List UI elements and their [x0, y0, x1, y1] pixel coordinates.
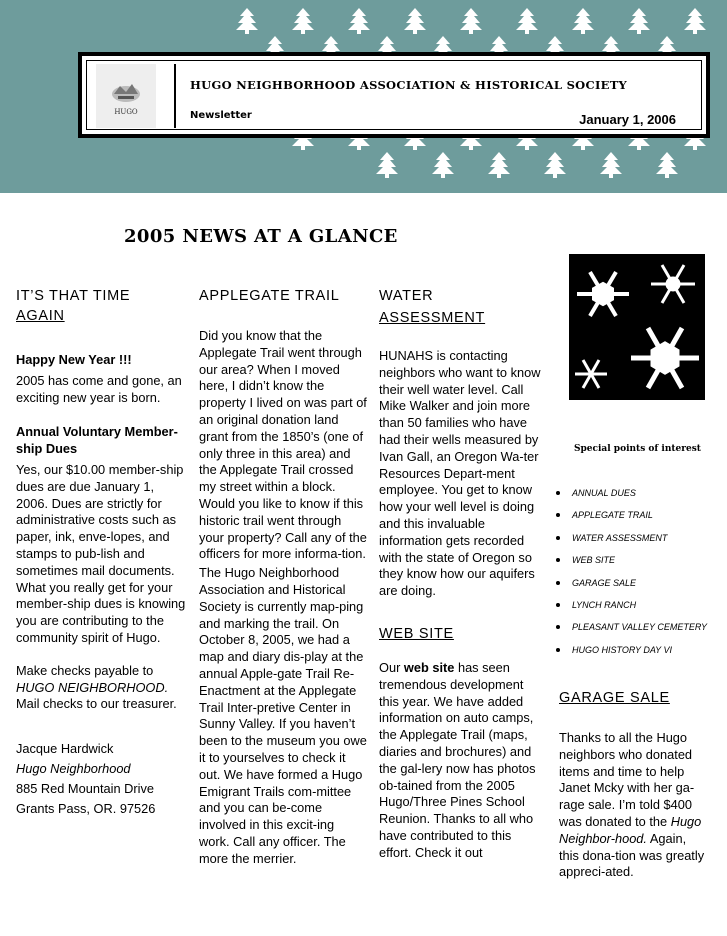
tree-icon [628, 8, 650, 34]
tree-icon [544, 152, 566, 178]
garage-text-italic: Hugo Neighbor-hood. [559, 813, 702, 846]
paragraph-applegate-2: The Hugo Neighborhood Association and Historical Society is currently map-ping and marking the trail. On October 8, 2005, we had a map and diary dis-play at the annual Apple-gate Trail Re-Enactment at the Applegate Trail Inter-pretive Center in Sunny Valley. If you haven’t been to the museum you owe it to yourselves to check it out. We have formed a Hugo Emigrant Trails com-mittee and you can be-come involved in this excit-ing work. Call any officer. The more the merrier. [199, 565, 367, 866]
paragraph-dues: Yes, our $10.00 member-ship dues are due January 1, 2006. Dues are strictly for administrative costs such as paper, ink, enve-lopes, and stamps to pub-lish and sometimes mail documents. What you really get for your member-ship dues is knowing you are contributing to the community spirit of Hugo. [16, 461, 186, 645]
hugo-logo [96, 64, 156, 128]
address-org: Hugo Neighborhood [16, 761, 131, 777]
paragraph-website [379, 660, 541, 862]
column-applegate [199, 286, 367, 868]
tree-icon [292, 8, 314, 34]
checks-payee: HUGO NEIGHBORHOOD. [16, 679, 169, 695]
logo-text: HUGO [114, 108, 138, 116]
masthead [78, 52, 710, 138]
tree-icon [236, 8, 258, 34]
section-heading-garage: GARAGE SALE [559, 690, 670, 706]
address-city: Grants Pass, OR. 97526 [16, 801, 156, 817]
address-name: Jacque Hardwick [16, 741, 114, 757]
column-dues [16, 286, 188, 819]
paragraph-new-year: 2005 has come and gone, an exciting new year is born. [16, 372, 182, 405]
tree-icon [348, 8, 370, 34]
snowflake-icon [569, 254, 705, 400]
issue-date: January 1, 2006 [579, 112, 676, 127]
list-item: LYNCH RANCH [554, 594, 707, 616]
section-heading-website: WEB SITE [379, 625, 454, 642]
section-heading-water-line2: ASSESSMENT [379, 310, 486, 326]
newsletter-label: Newsletter [190, 110, 252, 121]
list-item: GARAGE SALE [554, 572, 707, 594]
checks-mail-text: Mail checks to our treasurer. [16, 696, 177, 712]
tree-icon [572, 8, 594, 34]
website-text-post: has seen tremendous development this year. We have added information on auto camps, the Applegate Trail (maps, diaries and brochures) and the gal-lery now has photos ob-tained from the 2005 Hugo/Three Pines School Reunion. Thanks to all who have contributed to this effort. Check it out [379, 659, 536, 860]
logo-emblem-icon [106, 76, 146, 108]
paragraph-applegate-1: Did you know that the Applegate Trail went through our area? When I moved here, I didn’t know the property I lived on was part of an original donation land grant from the 1850’s (one of only three in this area) and the Applegate Trail crossed my street within a block. Would you like to know if this historic trail went through your property? Call any of the officers for more informa-tion. [199, 328, 367, 562]
list-item: WATER ASSESSMENT [554, 527, 707, 549]
section-heading-dues: IT’S THAT TIME [16, 288, 131, 304]
column-water-web [379, 286, 541, 862]
list-item: APPLEGATE TRAIL [554, 504, 707, 526]
section-heading-applegate: APPLEGATE TRAIL [199, 288, 340, 304]
list-item: HUGO HISTORY DAY VI [554, 639, 707, 661]
website-text-pre: Our [379, 659, 404, 675]
subheading-dues-line1: Annual Voluntary Member- [16, 424, 178, 440]
list-item: WEB SITE [554, 549, 707, 571]
tree-icon [432, 152, 454, 178]
section-heading-water: WATER [379, 288, 434, 304]
address-street: 885 Red Mountain Drive [16, 781, 154, 797]
snowflake-art [569, 254, 705, 400]
divider [174, 64, 176, 128]
paragraph-water: HUNAHS is contacting neighbors who want to know their well water level. Call Mike Walker and join more than 50 families who have had their wells measured by Ivan Gall, an Oregon Wa-ter Resources Depart-ment employee. You get to know how your well level is doing and this invaluable information gets recorded with the state of Oregon so they know how our aquifers are doing. [379, 348, 541, 599]
subheading-new-year: Happy New Year !!! [16, 352, 132, 367]
paragraph-garage [559, 730, 709, 881]
tree-icon [460, 8, 482, 34]
tree-icon [404, 8, 426, 34]
special-points-title: Special points of interest [574, 444, 701, 454]
tree-icon [600, 152, 622, 178]
tree-icon [516, 8, 538, 34]
tree-icon [684, 8, 706, 34]
column-garage-sale [559, 688, 709, 881]
subheading-dues-line2: ship Dues [16, 441, 78, 457]
special-points-list [554, 482, 707, 661]
page-title: 2005 NEWS AT A GLANCE [124, 226, 398, 247]
list-item: PLEASANT VALLEY CEMETERY [554, 616, 707, 638]
list-item: ANNUAL DUES [554, 482, 707, 504]
garage-text-post: Again, this dona-tion was greatly appreci-ated. [559, 830, 705, 880]
garage-text-pre: Thanks to all the Hugo neighbors who donated items and time to help Janet Mcky with her ga-rage sale. I’m told $400 was donated to the [559, 730, 695, 829]
tree-icon [656, 152, 678, 178]
website-link-text: web site [403, 659, 455, 675]
tree-icon [488, 152, 510, 178]
tree-icon [376, 152, 398, 178]
org-name: HUGO NEIGHBORHOOD ASSOCIATION & HISTORICAL SOCIETY [190, 78, 628, 92]
section-heading-dues-line2: AGAIN [16, 308, 65, 324]
checks-payable-text: Make checks payable to [16, 662, 154, 678]
